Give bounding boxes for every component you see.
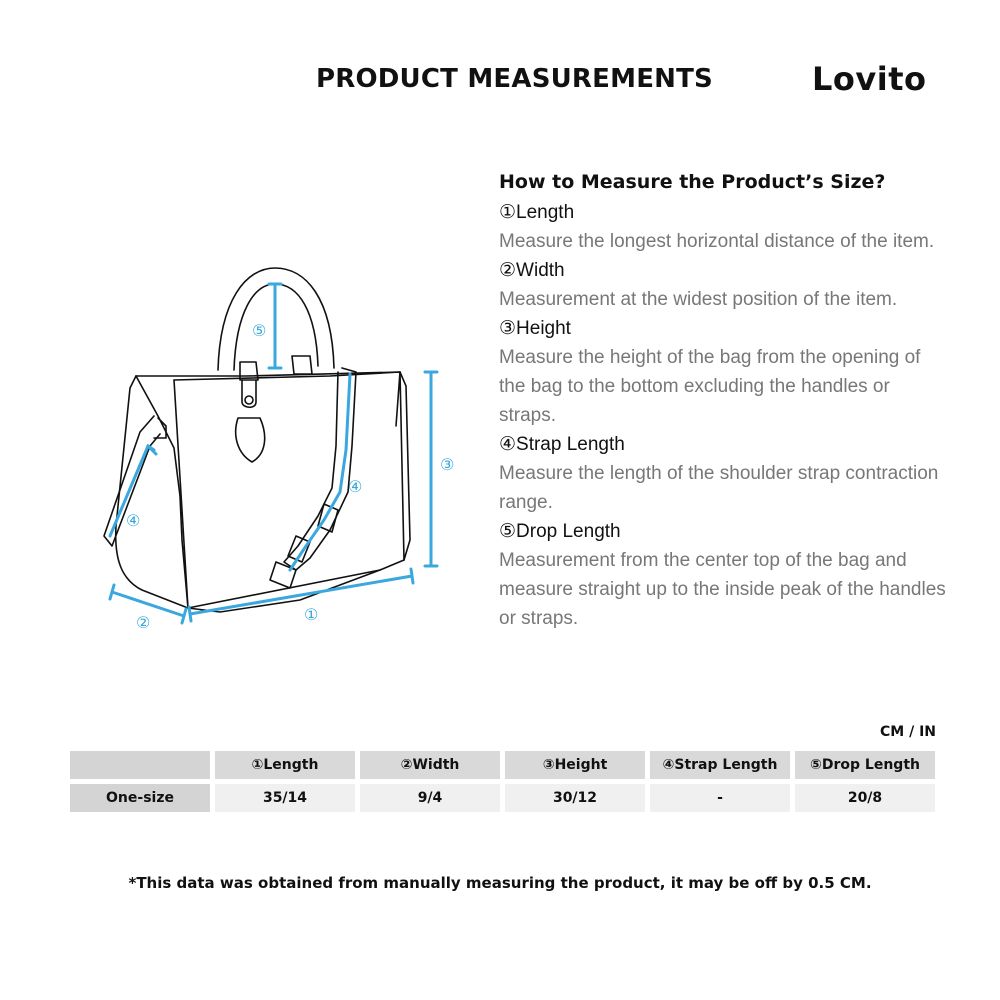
table-header-cell [70,751,210,779]
table-cell: - [650,784,790,812]
table-header-cell: ③Height [505,751,645,779]
footnote: *This data was obtained from manually measuring the product, it may be off by 0.5 CM. [128,874,872,892]
guide-item-desc: Measurement from the center top of the bag and measure straight up to the inside peak of the handles or straps. [499,550,946,629]
unit-label: CM / IN [880,724,936,740]
bag-outline [104,268,410,612]
guide-item-desc: Measure the height of the bag from the opening of the bag to the bottom excluding the handles or straps. [499,347,921,426]
guide-item-width [499,256,949,314]
table-header-cell: ②Width [360,751,500,779]
table-header-cell: ⑤Drop Length [795,751,935,779]
page-title: PRODUCT MEASUREMENTS [316,64,713,94]
label-strap-right: ④ [348,477,363,496]
guide-item-drop-length [499,517,949,633]
guide-item-desc: Measure the longest horizontal distance of the item. [499,231,935,252]
guide-item-length [499,198,949,256]
guide-heading: How to Measure the Product’s Size? [499,171,886,193]
guide-item-title: ④Strap Length [499,434,625,455]
bag-measurement-diagram [70,240,500,660]
guide-item-strap-length [499,430,949,517]
label-height: ③ [440,455,455,474]
table-row-label: One-size [70,784,210,812]
label-width: ② [136,613,151,632]
label-strap-left: ④ [126,511,141,530]
table-header-cell: ①Length [215,751,355,779]
label-drop: ⑤ [252,321,267,340]
measurement-guide [499,170,949,633]
brand-logo: Lovito [812,60,927,98]
guide-item-desc: Measure the length of the shoulder strap contraction range. [499,463,939,513]
measurement-lines [110,284,437,623]
table-cell: 35/14 [215,784,355,812]
guide-item-title: ①Length [499,202,575,223]
table-cell: 9/4 [360,784,500,812]
size-table [70,751,935,812]
guide-item-title: ③Height [499,318,571,339]
guide-item-title: ②Width [499,260,565,281]
guide-item-height [499,314,949,430]
table-cell: 20/8 [795,784,935,812]
guide-item-desc: Measurement at the widest position of the item. [499,289,898,310]
guide-item-title: ⑤Drop Length [499,521,621,542]
label-length: ① [304,605,319,624]
table-cell: 30/12 [505,784,645,812]
table-header-cell: ④Strap Length [650,751,790,779]
